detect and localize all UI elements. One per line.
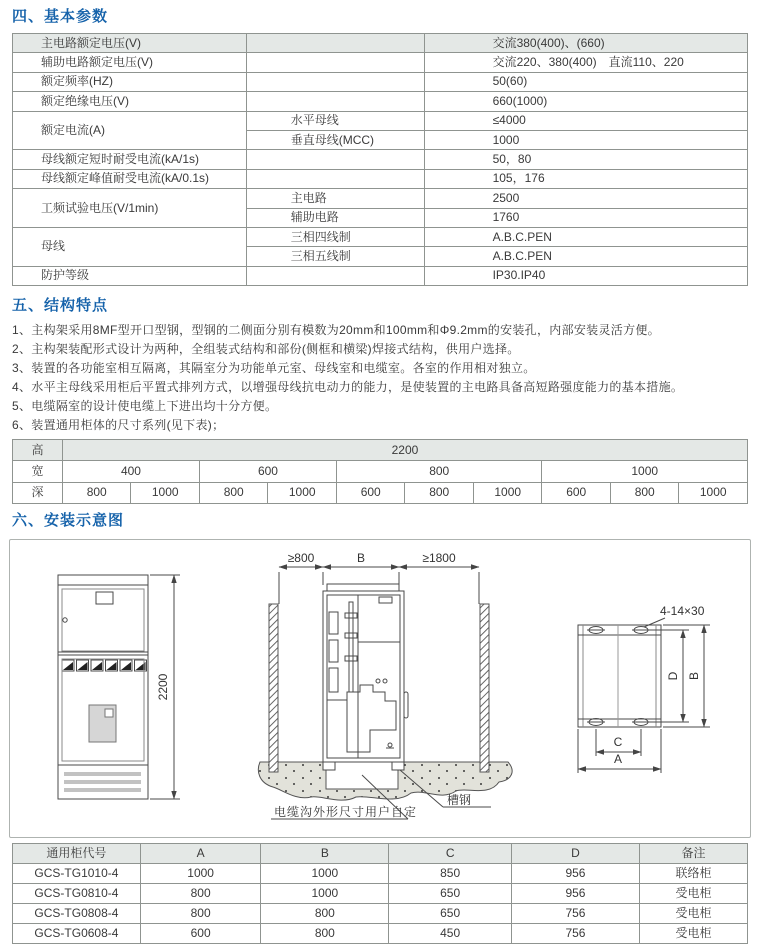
dim-a-value: 1000 bbox=[140, 863, 261, 883]
dim-label-depth: 深 bbox=[13, 482, 63, 503]
table-row bbox=[13, 34, 748, 53]
width-b-label: B bbox=[356, 550, 366, 565]
table-row bbox=[13, 111, 748, 130]
param-value: 1760 bbox=[424, 208, 747, 227]
dim-depth-value: 1000 bbox=[268, 482, 337, 503]
param-value: ≤4000 bbox=[424, 111, 747, 130]
dim-width-value: 400 bbox=[62, 461, 199, 482]
structure-feature-list bbox=[12, 321, 760, 435]
feature-item: 6、装置通用柜体的尺寸系列(见下表)； bbox=[12, 418, 225, 433]
front-height-label: 2200 bbox=[156, 673, 170, 701]
param-value: 660(1000) bbox=[424, 92, 747, 111]
right-wall-hatched bbox=[480, 604, 489, 772]
param-value: 105，176 bbox=[424, 169, 747, 188]
param-value: 交流220、380(400) 直流110、220 bbox=[424, 53, 747, 72]
mounting-plan-view bbox=[578, 604, 710, 773]
cable-trench-label: 电缆沟外形尺寸用户自定 bbox=[274, 804, 418, 819]
dim-c-value: 850 bbox=[389, 863, 512, 883]
param-name: 母线 bbox=[13, 227, 247, 266]
channel-steel-left bbox=[323, 762, 335, 770]
dim-depth-value: 800 bbox=[199, 482, 268, 503]
feature-item: 2、主构架装配形式设计为两种，全组装式结构和部份(侧框和横梁)焊接式结构，供用户选择。 bbox=[12, 342, 520, 357]
table-row bbox=[13, 903, 748, 923]
table-row bbox=[13, 440, 748, 461]
table-header-row bbox=[13, 843, 748, 863]
param-name: 工频试验电压(V/1min) bbox=[13, 189, 247, 228]
basic-params-table bbox=[12, 33, 748, 286]
table-row bbox=[13, 189, 748, 208]
param-name: 主电路额定电压(V) bbox=[13, 34, 247, 53]
param-value: IP30.IP40 bbox=[424, 266, 747, 285]
feature-item: 4、水平主母线采用柜后平置式排列方式，以增强母线抗电动力的能力，是使装置的主电路具备高短路强度能力的基本措施。 bbox=[12, 380, 684, 395]
dim-width-value: 1000 bbox=[542, 461, 748, 482]
dim-depth-value: 600 bbox=[336, 482, 405, 503]
cabinet-type-table bbox=[12, 843, 748, 944]
channel-steel-right bbox=[392, 762, 404, 770]
col-header-d: D bbox=[512, 843, 640, 863]
param-sub bbox=[246, 34, 424, 53]
dim-d-value: 756 bbox=[512, 903, 640, 923]
hole-size-callout bbox=[644, 604, 705, 627]
feature-item: 3、装置的各功能室相互隔离，其隔室分为功能单元室、母线室和电缆室。各室的作用相对独立。 bbox=[12, 361, 536, 376]
dim-d-value: 956 bbox=[512, 863, 640, 883]
dimension-series-table bbox=[12, 439, 748, 504]
left-wall-hatched bbox=[269, 604, 278, 772]
dim-a-value: 800 bbox=[140, 903, 261, 923]
cabinet-code: GCS-TG1010-4 bbox=[13, 863, 141, 883]
dim-depth-value: 1000 bbox=[473, 482, 542, 503]
table-row bbox=[13, 883, 748, 903]
cabinet-code: GCS-TG0810-4 bbox=[13, 883, 141, 903]
remark-value: 联络柜 bbox=[639, 863, 747, 883]
table-row bbox=[13, 863, 748, 883]
cabinet-code: GCS-TG0808-4 bbox=[13, 903, 141, 923]
dim-width-value: 800 bbox=[336, 461, 542, 482]
param-sub: 主电路 bbox=[246, 189, 424, 208]
dim-b-value: 800 bbox=[261, 903, 389, 923]
param-name: 额定频率(HZ) bbox=[13, 72, 247, 91]
param-value: 2500 bbox=[424, 189, 747, 208]
param-sub bbox=[246, 169, 424, 188]
col-header-a: A bbox=[140, 843, 261, 863]
dim-b-label: B bbox=[687, 671, 701, 680]
col-header-c: C bbox=[389, 843, 512, 863]
dim-b-value: 1000 bbox=[261, 863, 389, 883]
table-row bbox=[13, 461, 748, 482]
section5-heading: 五、结构特点 bbox=[12, 297, 109, 315]
dim-c-value: 650 bbox=[389, 903, 512, 923]
param-sub: 垂直母线(MCC) bbox=[246, 130, 424, 149]
channel-steel-label: 槽钢 bbox=[447, 792, 472, 807]
param-name: 母线额定峰值耐受电流(kA/0.1s) bbox=[13, 169, 247, 188]
clearance-left-label: ≥800 bbox=[287, 550, 315, 565]
param-value: A.B.C.PEN bbox=[424, 227, 747, 246]
dim-label-height: 高 bbox=[13, 440, 63, 461]
feature-item: 1、主构架采用8MF型开口型钢，型钢的二侧面分别有模数为20mm和100mm和Φ9.2mm的安装孔，内部安装灵活方便。 bbox=[12, 323, 660, 338]
dim-height-value: 2200 bbox=[62, 440, 747, 461]
cabinet-side-view bbox=[258, 551, 512, 819]
dim-b-value: 800 bbox=[261, 923, 389, 943]
dim-c-label: C bbox=[613, 734, 623, 749]
param-value: 1000 bbox=[424, 130, 747, 149]
param-sub bbox=[246, 92, 424, 111]
section6-heading: 六、安装示意图 bbox=[12, 511, 125, 529]
remark-value: 受电柜 bbox=[639, 903, 747, 923]
param-value: 交流380(400)、(660) bbox=[424, 34, 747, 53]
table-row bbox=[13, 227, 748, 246]
dim-depth-value: 600 bbox=[542, 482, 611, 503]
cabinet-front-view bbox=[58, 575, 180, 799]
front-height-dimension bbox=[150, 575, 180, 799]
dim-d-value: 956 bbox=[512, 883, 640, 903]
dim-a-value: 600 bbox=[140, 923, 261, 943]
param-sub: 三相五线制 bbox=[246, 247, 424, 266]
hole-size-label: 4-14×30 bbox=[660, 603, 705, 618]
concrete-ground bbox=[258, 762, 512, 800]
dim-depth-value: 1000 bbox=[131, 482, 200, 503]
param-name: 母线额定短时耐受电流(kA/1s) bbox=[13, 150, 247, 169]
section4-heading: 四、基本参数 bbox=[12, 8, 109, 25]
dim-a-label: A bbox=[613, 751, 623, 766]
dim-b-value: 1000 bbox=[261, 883, 389, 903]
installation-diagram bbox=[10, 540, 750, 837]
dim-a-value: 800 bbox=[140, 883, 261, 903]
table-row bbox=[13, 53, 748, 72]
param-sub bbox=[246, 266, 424, 285]
installation-diagram-box bbox=[9, 539, 751, 838]
feature-item: 5、电缆隔室的设计使电缆上下进出均十分方便。 bbox=[12, 399, 278, 414]
table-row bbox=[13, 92, 748, 111]
col-header-b: B bbox=[261, 843, 389, 863]
param-sub bbox=[246, 72, 424, 91]
param-sub: 三相四线制 bbox=[246, 227, 424, 246]
table-row bbox=[13, 266, 748, 285]
cabinet-code: GCS-TG0608-4 bbox=[13, 923, 141, 943]
param-sub bbox=[246, 150, 424, 169]
dim-c-value: 450 bbox=[389, 923, 512, 943]
table-row bbox=[13, 72, 748, 91]
table-row bbox=[13, 169, 748, 188]
dim-depth-value: 800 bbox=[610, 482, 679, 503]
param-sub: 水平母线 bbox=[246, 111, 424, 130]
param-name: 额定绝缘电压(V) bbox=[13, 92, 247, 111]
param-sub: 辅助电路 bbox=[246, 208, 424, 227]
dim-depth-value: 800 bbox=[62, 482, 131, 503]
clearance-right-label: ≥1800 bbox=[422, 550, 456, 565]
table-row bbox=[13, 482, 748, 503]
dim-width-value: 600 bbox=[199, 461, 336, 482]
dim-d-value: 756 bbox=[512, 923, 640, 943]
table-row bbox=[13, 150, 748, 169]
dim-depth-value: 800 bbox=[405, 482, 474, 503]
param-sub bbox=[246, 53, 424, 72]
col-header-code: 通用柜代号 bbox=[13, 843, 141, 863]
param-value: 50(60) bbox=[424, 72, 747, 91]
remark-value: 受电柜 bbox=[639, 883, 747, 903]
dim-c-value: 650 bbox=[389, 883, 512, 903]
dim-d-label: D bbox=[666, 671, 680, 681]
remark-value: 受电柜 bbox=[639, 923, 747, 943]
table-row bbox=[13, 923, 748, 943]
param-name: 辅助电路额定电压(V) bbox=[13, 53, 247, 72]
vent-louvers bbox=[64, 772, 141, 792]
param-name: 防护等级 bbox=[13, 266, 247, 285]
dim-label-width: 宽 bbox=[13, 461, 63, 482]
dim-depth-value: 1000 bbox=[679, 482, 748, 503]
param-value: A.B.C.PEN bbox=[424, 247, 747, 266]
param-value: 50，80 bbox=[424, 150, 747, 169]
param-name: 额定电流(A) bbox=[13, 111, 247, 150]
col-header-remark: 备注 bbox=[639, 843, 747, 863]
